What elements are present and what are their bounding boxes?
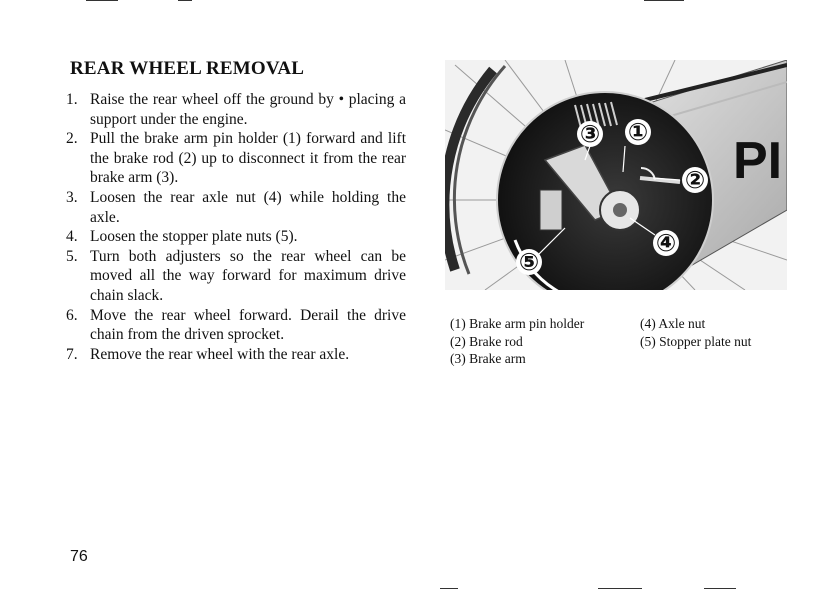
step-number: 1. (66, 91, 78, 108)
step-item (66, 90, 406, 129)
callout-2: ② (684, 166, 706, 194)
page-number: 76 (70, 548, 88, 565)
step-number: 2. (66, 130, 78, 148)
scan-mark (178, 0, 192, 1)
procedure-steps (66, 90, 406, 364)
legend-item: (3) Brake arm (450, 351, 526, 366)
legend-item: (1) Brake arm pin holder (450, 316, 585, 331)
step-text: Loosen the stopper plate nuts (5). (90, 228, 298, 246)
figure-legend-left (450, 315, 584, 368)
scan-mark (86, 0, 118, 1)
step-item (66, 306, 406, 345)
figure-legend-right (640, 315, 751, 350)
step-number: 7. (66, 345, 78, 363)
step-text: Pull the brake arm pin holder (1) forward and lift the brake rod (2) up to disconnect it from the rear brake arm (3). (90, 130, 406, 187)
legend-item: (2) Brake rod (450, 333, 523, 349)
step-item (66, 227, 406, 247)
step-item (66, 345, 406, 365)
step-number: 5. (66, 247, 78, 265)
step-number: 6. (66, 306, 78, 324)
scan-mark (644, 0, 684, 1)
step-text: Remove the rear wheel with the rear axle. (90, 345, 350, 363)
scan-mark (704, 588, 736, 589)
step-item (66, 129, 406, 188)
step-text: Move the rear wheel forward. Derail the drive chain from the driven sprocket. (90, 306, 406, 344)
step-number: 4. (66, 228, 78, 246)
legend-item: (4) Axle nut (640, 316, 706, 331)
scan-mark (598, 588, 642, 589)
section-heading: REAR WHEEL REMOVAL (70, 58, 305, 79)
step-item (66, 247, 406, 306)
callout-5: ⑤ (518, 248, 540, 276)
step-item (66, 188, 406, 227)
step-text: Raise the rear wheel off the ground by • placing a support under the engine. (90, 91, 406, 128)
step-text: Turn both adjusters so the rear wheel can be moved all the way forward for maximum drive chain slack. (90, 247, 406, 304)
callout-4: ④ (655, 229, 677, 257)
callout-3: ③ (579, 120, 601, 148)
step-number: 3. (66, 188, 78, 206)
step-text: Loosen the rear axle nut (4) while holding the axle. (90, 188, 406, 226)
legend-item: (5) Stopper plate nut (640, 333, 752, 349)
swing-arm-lettering: PI (733, 132, 783, 190)
scan-mark (440, 588, 458, 589)
callout-1: ① (627, 118, 649, 146)
rear-wheel-photo (445, 60, 787, 290)
